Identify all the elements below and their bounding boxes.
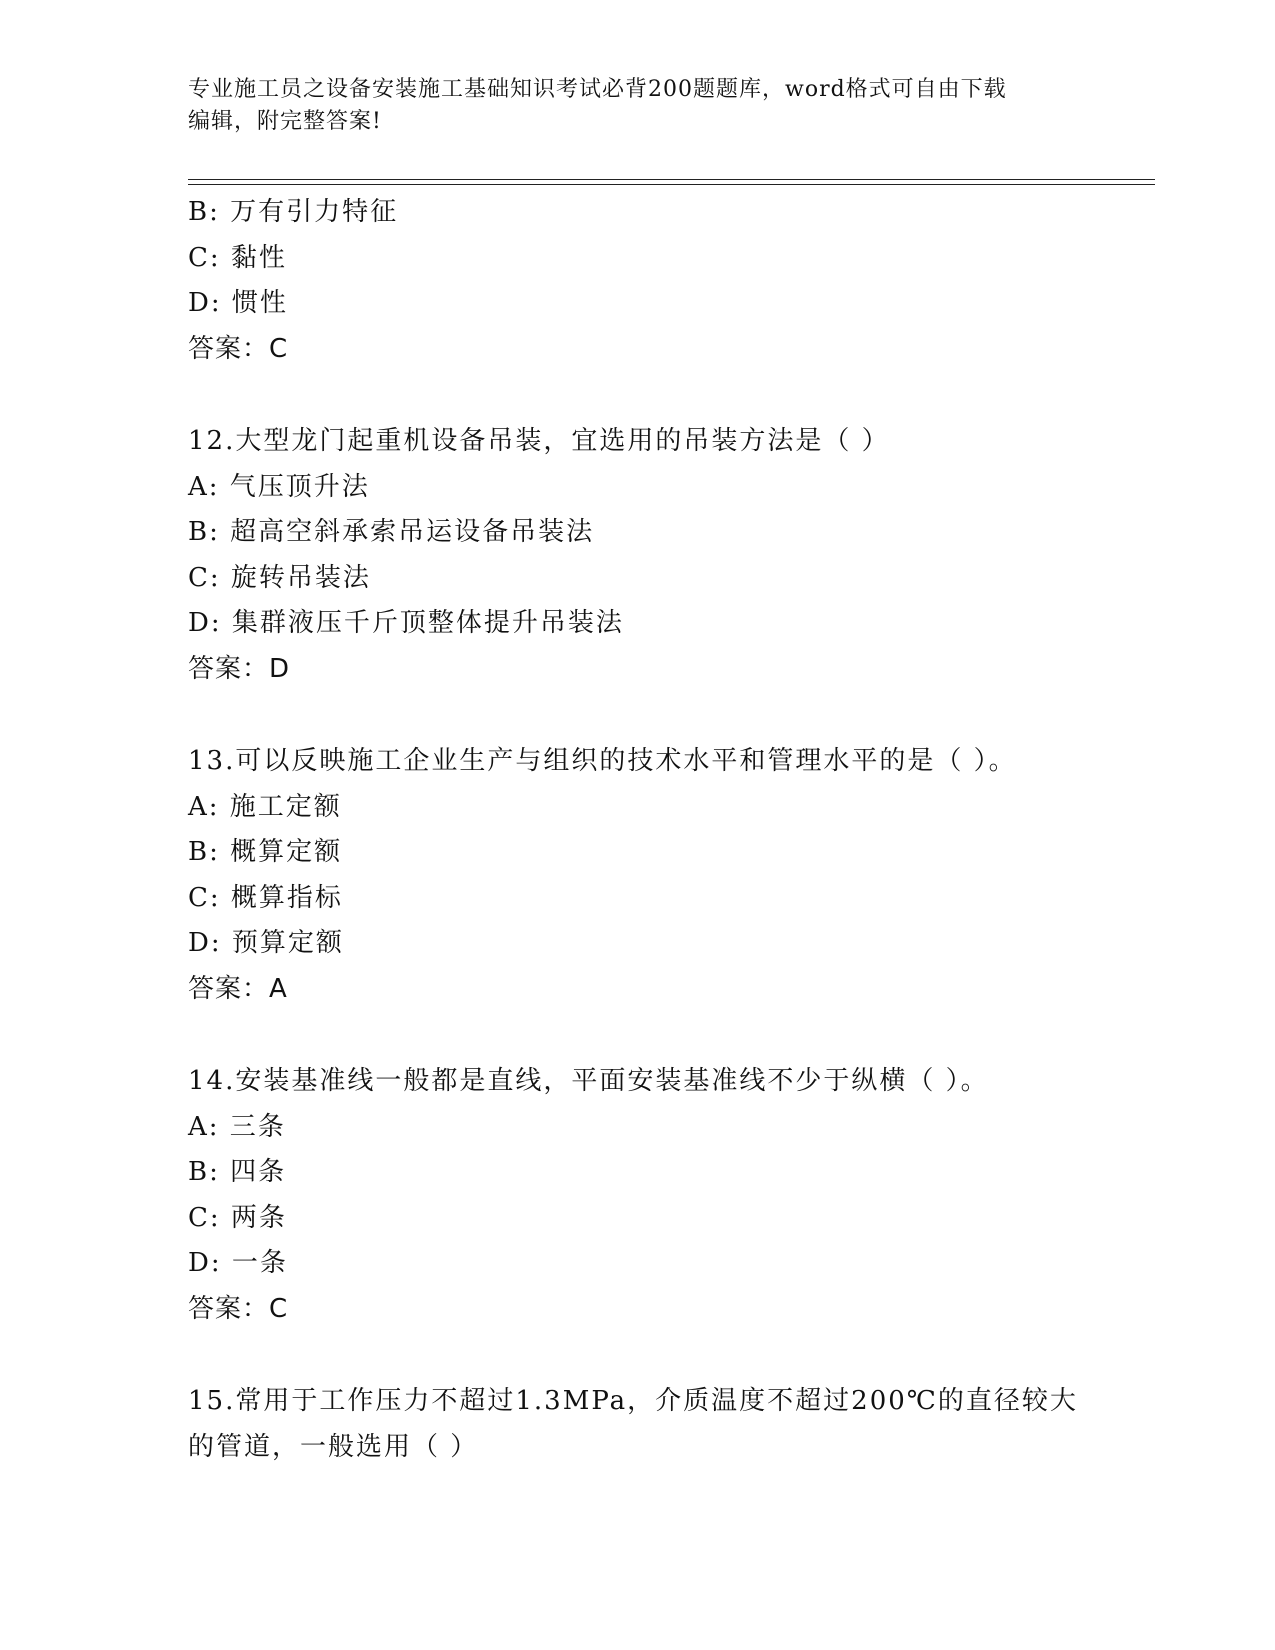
answer: 答案：C — [188, 333, 289, 364]
option-b: B: 四条 — [188, 1157, 287, 1187]
spacer — [188, 372, 1128, 419]
option-d: D: 预算定额 — [188, 928, 344, 958]
header-divider-bottom — [188, 184, 1155, 185]
answer: 答案：D — [188, 653, 291, 684]
option-c: C: 两条 — [188, 1202, 287, 1233]
question-list — [188, 190, 1128, 1470]
header-divider-top — [188, 179, 1155, 180]
header-line-2: 编辑，附完整答案! — [188, 109, 382, 134]
option-d: D: 惯性 — [188, 288, 288, 318]
header-line-1: 专业施工员之设备安装施工基础知识考试必背200题题库，word格式可自由下载 — [188, 77, 1007, 102]
option-a: A: 施工定额 — [188, 791, 342, 822]
spacer — [188, 692, 1128, 739]
option-c: C: 概算指标 — [188, 882, 343, 913]
question-block-14 — [188, 1059, 1128, 1332]
question-block-15 — [188, 1379, 1128, 1470]
answer: 答案：A — [188, 973, 288, 1004]
question-text: 13.可以反映施工企业生产与组织的技术水平和管理水平的是（ ）。 — [188, 746, 1017, 776]
question-text: 14.安装基准线一般都是直线，平面安装基准线不少于纵横（ ）。 — [188, 1066, 989, 1096]
option-b: B: 万有引力特征 — [188, 197, 399, 227]
option-b: B: 超高空斜承索吊运设备吊装法 — [188, 517, 595, 547]
spacer — [188, 1012, 1128, 1059]
question-text-line-2: 的管道，一般选用（ ） — [188, 1431, 479, 1462]
document-header — [188, 74, 1088, 138]
question-block-11 — [188, 190, 1128, 372]
option-b: B: 概算定额 — [188, 837, 343, 867]
option-a: A: 气压顶升法 — [188, 471, 370, 502]
option-c: C: 旋转吊装法 — [188, 562, 371, 593]
option-d: D: 集群液压千斤顶整体提升吊装法 — [188, 608, 624, 638]
question-text-line-1: 15.常用于工作压力不超过1.3MPa，介质温度不超过200℃的直径较大 — [188, 1386, 1078, 1416]
option-d: D: 一条 — [188, 1248, 288, 1278]
question-text: 12.大型龙门起重机设备吊装，宜选用的吊装方法是（ ） — [188, 426, 890, 456]
question-block-13 — [188, 739, 1128, 1012]
question-block-12 — [188, 419, 1128, 692]
answer: 答案：C — [188, 1293, 289, 1324]
option-c: C: 黏性 — [188, 242, 287, 273]
option-a: A: 三条 — [188, 1111, 286, 1142]
spacer — [188, 1332, 1128, 1379]
